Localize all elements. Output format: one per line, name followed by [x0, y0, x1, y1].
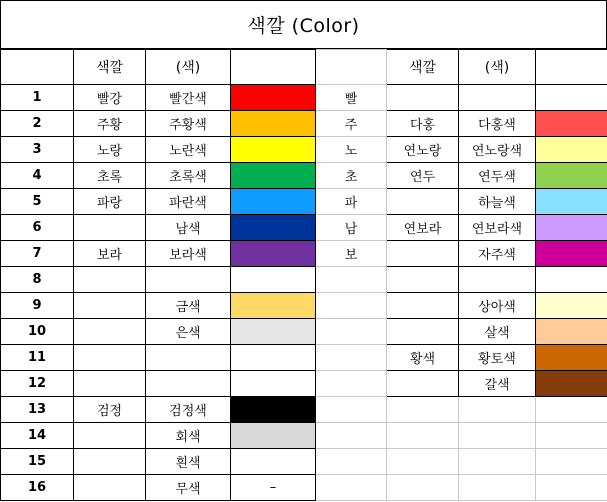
color-name-cell[interactable]: 검정: [74, 397, 146, 423]
color-word-cell[interactable]: 은색: [146, 319, 231, 345]
row-number[interactable]: 8: [1, 267, 74, 293]
color-word-cell[interactable]: 노란색: [146, 137, 231, 163]
color-swatch-cell[interactable]: [231, 189, 316, 215]
right-color-word-cell[interactable]: [459, 475, 536, 501]
table-row: [1, 189, 607, 215]
korean-char-cell[interactable]: [316, 345, 387, 371]
header-right-color-name: 색깔: [387, 50, 459, 85]
header-right-swatch: [536, 50, 607, 85]
color-swatch-cell[interactable]: [231, 371, 316, 397]
row-number[interactable]: 14: [1, 423, 74, 449]
right-color-word-cell[interactable]: 상아색: [459, 293, 536, 319]
header-num: [1, 50, 74, 85]
color-word-cell[interactable]: 남색: [146, 215, 231, 241]
korean-char-cell[interactable]: 파: [316, 189, 387, 215]
row-number[interactable]: 6: [1, 215, 74, 241]
right-color-swatch-cell[interactable]: [536, 267, 607, 293]
right-color-name-cell[interactable]: [387, 293, 459, 319]
color-name-cell[interactable]: 주황: [74, 111, 146, 137]
color-name-cell[interactable]: 파랑: [74, 189, 146, 215]
korean-char-cell[interactable]: 초: [316, 163, 387, 189]
color-word-cell[interactable]: 빨간색: [146, 85, 231, 111]
color-swatch-cell[interactable]: [231, 423, 316, 449]
right-color-swatch-cell[interactable]: [536, 215, 607, 241]
color-word-cell[interactable]: 검정색: [146, 397, 231, 423]
table-row: [1, 423, 607, 449]
korean-char-cell[interactable]: [316, 267, 387, 293]
table-row: [1, 345, 607, 371]
color-word-cell[interactable]: [146, 267, 231, 293]
right-color-name-cell[interactable]: 연두: [387, 163, 459, 189]
right-color-word-cell[interactable]: [459, 397, 536, 423]
table-row: [1, 371, 607, 397]
korean-char-cell[interactable]: 주: [316, 111, 387, 137]
right-color-word-cell[interactable]: [459, 85, 536, 111]
right-color-swatch-cell[interactable]: [536, 85, 607, 111]
sheet-title: 색깔 (Color): [0, 0, 607, 49]
right-color-name-cell[interactable]: 연보라: [387, 215, 459, 241]
color-swatch-cell[interactable]: [231, 293, 316, 319]
color-swatch-cell[interactable]: [231, 267, 316, 293]
color-swatch-cell[interactable]: [231, 345, 316, 371]
color-word-cell[interactable]: 회색: [146, 423, 231, 449]
right-color-word-cell[interactable]: 하늘색: [459, 189, 536, 215]
right-color-swatch-cell[interactable]: [536, 371, 607, 397]
korean-char-cell[interactable]: [316, 475, 387, 501]
color-name-cell[interactable]: 빨강: [74, 85, 146, 111]
color-name-cell[interactable]: 초록: [74, 163, 146, 189]
right-color-word-cell[interactable]: 자주색: [459, 241, 536, 267]
color-name-cell[interactable]: [74, 215, 146, 241]
right-color-name-cell[interactable]: [387, 475, 459, 501]
color-word-cell[interactable]: [146, 345, 231, 371]
right-color-word-cell[interactable]: 연두색: [459, 163, 536, 189]
color-name-cell[interactable]: [74, 345, 146, 371]
header-color-name: 색깔: [74, 50, 146, 85]
color-name-cell[interactable]: 보라: [74, 241, 146, 267]
color-swatch-cell[interactable]: [231, 137, 316, 163]
table-row: [1, 475, 607, 501]
color-swatch-cell[interactable]: [231, 397, 316, 423]
korean-char-cell[interactable]: [316, 449, 387, 475]
color-swatch-cell[interactable]: [231, 111, 316, 137]
right-color-swatch-cell[interactable]: [536, 397, 607, 423]
right-color-swatch-cell[interactable]: [536, 163, 607, 189]
color-word-cell[interactable]: 무색: [146, 475, 231, 501]
right-color-swatch-cell[interactable]: [536, 137, 607, 163]
table-row: [1, 215, 607, 241]
right-color-word-cell[interactable]: 황토색: [459, 345, 536, 371]
right-color-name-cell[interactable]: 다홍: [387, 111, 459, 137]
header-right-color-word: (색): [459, 50, 536, 85]
korean-char-cell[interactable]: [316, 293, 387, 319]
color-swatch-cell[interactable]: [231, 241, 316, 267]
table-row: [1, 319, 607, 345]
row-number[interactable]: 11: [1, 345, 74, 371]
table-row: [1, 293, 607, 319]
right-color-name-cell[interactable]: [387, 267, 459, 293]
row-number[interactable]: 7: [1, 241, 74, 267]
color-word-cell[interactable]: 주황색: [146, 111, 231, 137]
right-color-name-cell[interactable]: [387, 371, 459, 397]
color-swatch-cell[interactable]: [231, 319, 316, 345]
row-number[interactable]: 1: [1, 85, 74, 111]
korean-char-cell[interactable]: 노: [316, 137, 387, 163]
table-row: [1, 267, 607, 293]
right-color-word-cell[interactable]: [459, 267, 536, 293]
right-color-swatch-cell[interactable]: [536, 111, 607, 137]
table-row: [1, 111, 607, 137]
table-row: [1, 449, 607, 475]
right-color-word-cell[interactable]: 살색: [459, 319, 536, 345]
korean-char-cell[interactable]: [316, 319, 387, 345]
header-swatch: [231, 50, 316, 85]
right-color-swatch-cell[interactable]: [536, 241, 607, 267]
color-name-cell[interactable]: [74, 371, 146, 397]
right-color-name-cell[interactable]: 황색: [387, 345, 459, 371]
korean-char-cell[interactable]: [316, 423, 387, 449]
right-color-word-cell[interactable]: 연보라색: [459, 215, 536, 241]
right-color-swatch-cell[interactable]: [536, 475, 607, 501]
color-word-cell[interactable]: 파란색: [146, 189, 231, 215]
right-color-swatch-cell[interactable]: [536, 449, 607, 475]
color-name-cell[interactable]: [74, 475, 146, 501]
row-number[interactable]: 4: [1, 163, 74, 189]
row-number[interactable]: 12: [1, 371, 74, 397]
header-color-word: (색): [146, 50, 231, 85]
header-row: [1, 50, 607, 85]
color-word-cell[interactable]: 보라색: [146, 241, 231, 267]
table-row: [1, 397, 607, 423]
right-color-name-cell[interactable]: 연노랑: [387, 137, 459, 163]
right-color-name-cell[interactable]: [387, 397, 459, 423]
table-row: [1, 137, 607, 163]
color-name-cell[interactable]: [74, 423, 146, 449]
korean-char-cell[interactable]: 보: [316, 241, 387, 267]
right-color-name-cell[interactable]: [387, 423, 459, 449]
right-color-swatch-cell[interactable]: [536, 293, 607, 319]
right-color-name-cell[interactable]: [387, 189, 459, 215]
color-swatch-cell[interactable]: [231, 85, 316, 111]
korean-char-cell[interactable]: [316, 371, 387, 397]
right-color-name-cell[interactable]: [387, 319, 459, 345]
right-color-word-cell[interactable]: 다홍색: [459, 111, 536, 137]
right-color-word-cell[interactable]: 갈색: [459, 371, 536, 397]
row-number[interactable]: 2: [1, 111, 74, 137]
row-number[interactable]: 3: [1, 137, 74, 163]
table-row: [1, 163, 607, 189]
right-color-word-cell[interactable]: 연노랑색: [459, 137, 536, 163]
color-table: [0, 49, 607, 501]
right-color-swatch-cell[interactable]: [536, 189, 607, 215]
right-color-name-cell[interactable]: [387, 449, 459, 475]
right-color-swatch-cell[interactable]: [536, 345, 607, 371]
row-number[interactable]: 9: [1, 293, 74, 319]
korean-char-cell[interactable]: [316, 397, 387, 423]
color-name-cell[interactable]: 노랑: [74, 137, 146, 163]
row-number[interactable]: 5: [1, 189, 74, 215]
row-number[interactable]: 15: [1, 449, 74, 475]
row-number[interactable]: 10: [1, 319, 74, 345]
color-swatch-cell[interactable]: [231, 163, 316, 189]
color-word-cell[interactable]: 흰색: [146, 449, 231, 475]
korean-char-cell[interactable]: 남: [316, 215, 387, 241]
color-name-cell[interactable]: [74, 267, 146, 293]
row-number[interactable]: 16: [1, 475, 74, 501]
color-name-cell[interactable]: [74, 319, 146, 345]
table-row: [1, 85, 607, 111]
right-color-name-cell[interactable]: [387, 85, 459, 111]
color-word-cell[interactable]: 금색: [146, 293, 231, 319]
right-color-name-cell[interactable]: [387, 241, 459, 267]
color-swatch-cell[interactable]: [231, 449, 316, 475]
header-korean-char: [316, 50, 387, 85]
color-name-cell[interactable]: [74, 449, 146, 475]
right-color-swatch-cell[interactable]: [536, 423, 607, 449]
color-word-cell[interactable]: [146, 371, 231, 397]
row-number[interactable]: 13: [1, 397, 74, 423]
right-color-swatch-cell[interactable]: [536, 319, 607, 345]
right-color-word-cell[interactable]: [459, 423, 536, 449]
color-swatch-cell[interactable]: –: [231, 475, 316, 501]
table-row: [1, 241, 607, 267]
color-swatch-cell[interactable]: [231, 215, 316, 241]
korean-char-cell[interactable]: 빨: [316, 85, 387, 111]
color-word-cell[interactable]: 초록색: [146, 163, 231, 189]
color-name-cell[interactable]: [74, 293, 146, 319]
right-color-word-cell[interactable]: [459, 449, 536, 475]
